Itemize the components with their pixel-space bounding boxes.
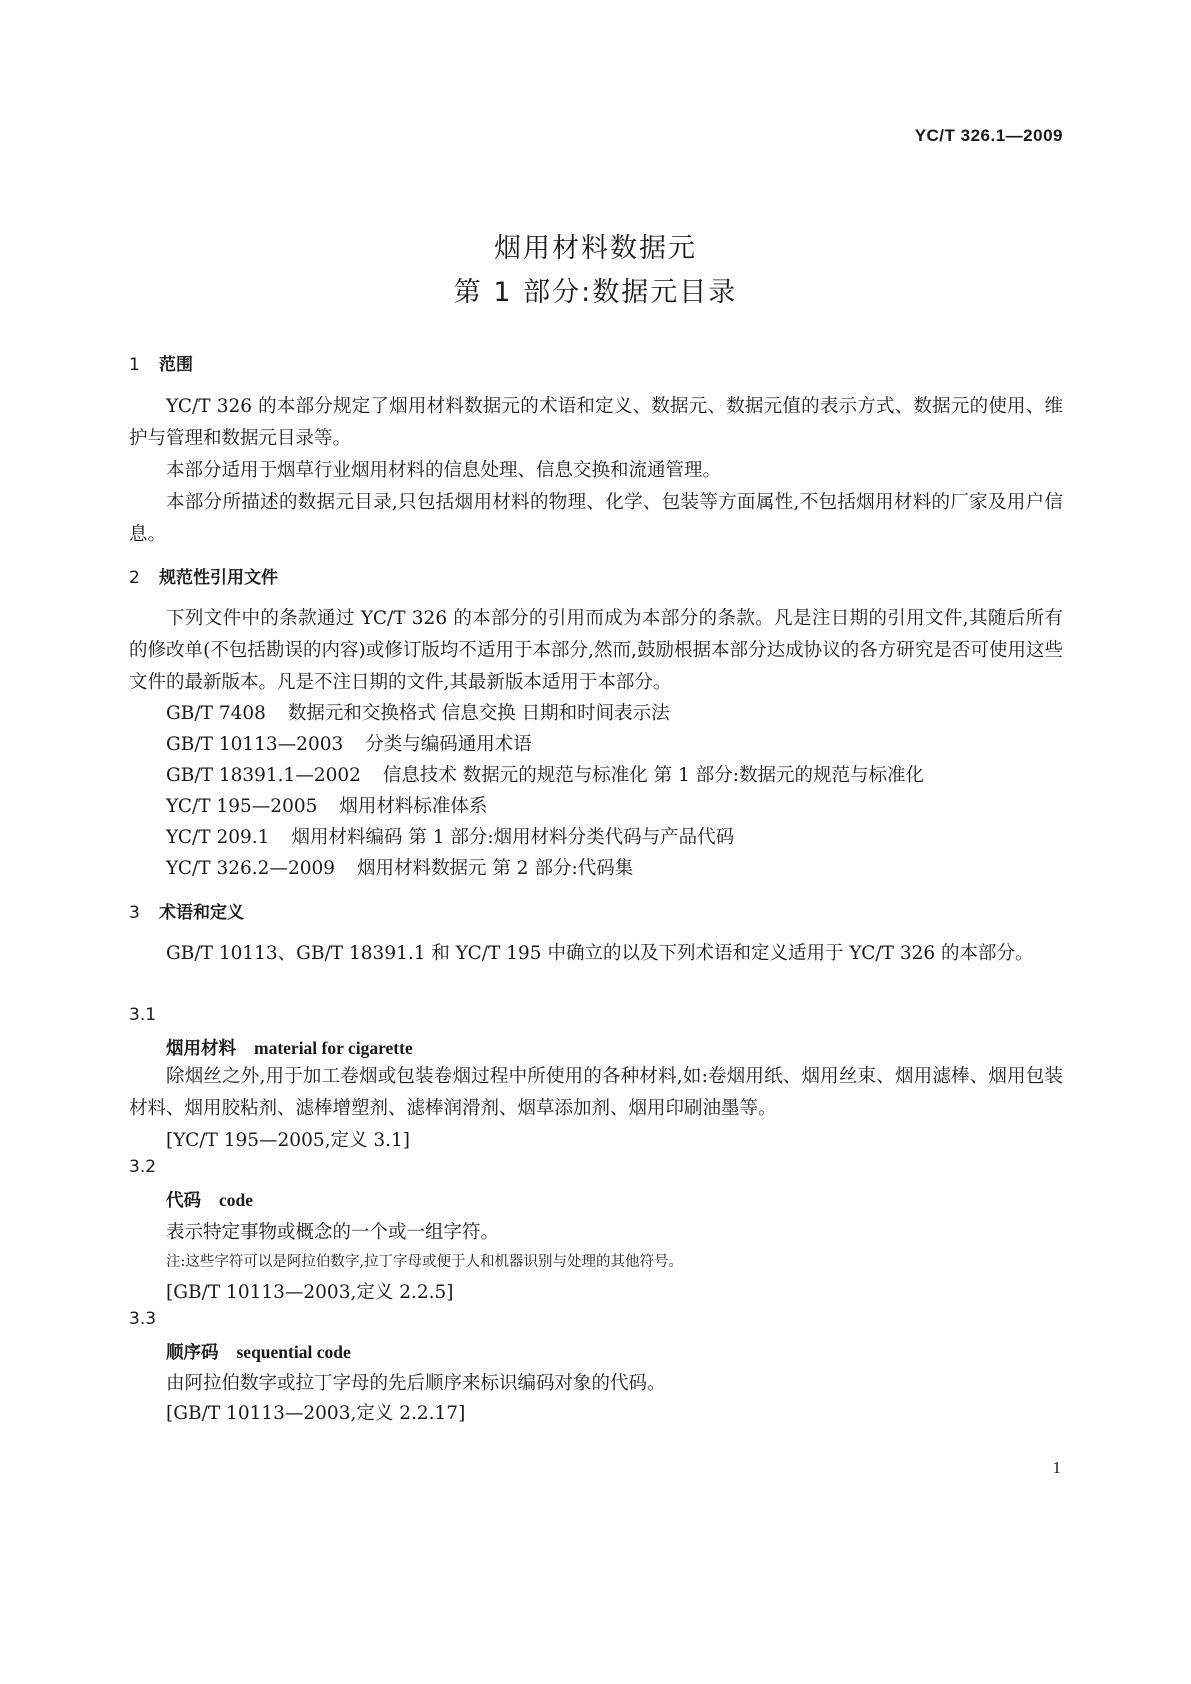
section-number: 3 [129,903,140,923]
term-definition: 由阿拉伯数字或拉丁字母的先后顺序来标识编码对象的代码。 [166,1373,666,1394]
term-source: [YC/T 195—2005,定义 3.1] [166,1130,411,1151]
reference-title: 烟用材料标准体系 [339,796,488,817]
reference-code: GB/T 10113—2003 [166,734,344,755]
term-en: material for cigarette [254,1038,413,1058]
standard-code: YC/T 326.1—2009 [914,126,1063,145]
reference-item [166,761,924,787]
page-number: 1 [1052,1458,1061,1477]
term-definition: 表示特定事物或概念的一个或一组字符。 [166,1222,500,1243]
term-zh: 烟用材料 [166,1039,236,1059]
reference-code: GB/T 7408 [166,703,266,724]
paragraph: 本部分所描述的数据元目录,只包括烟用材料的物理、化学、包装等方面属性,不包括烟用材料的厂家及用户信息。 [129,492,1063,545]
document-subtitle: 第 1 部分:数据元目录 [453,277,738,308]
reference-item [166,730,532,756]
reference-code: YC/T 326.2—2009 [166,858,336,879]
section-number: 1 [129,355,140,375]
section-heading-normative [129,563,278,588]
term-entry [166,1187,253,1212]
section-title: 范围 [159,355,193,375]
section-title: 术语和定义 [159,903,244,923]
scope-body [129,391,1063,551]
term-note: 注:这些字符可以是阿拉伯数字,拉丁字母或便于人和机器识别与处理的其他符号。 [166,1254,683,1270]
paragraph: 除烟丝之外,用于加工卷烟或包装卷烟过程中所使用的各种材料,如:卷烟用纸、烟用丝束、烟用滤棒、烟用包装材料、烟用胶粘剂、滤棒增塑剂、滤棒润滑剂、烟草添加剂、烟用印刷油墨等。 [129,1066,1063,1119]
paragraph: YC/T 326 的本部分规定了烟用材料数据元的术语和定义、数据元、数据元值的表示方式、数据元的使用、维护与管理和数据元目录等。 [129,396,1063,449]
term-zh: 顺序码 [166,1343,219,1363]
document-title: 烟用材料数据元 [494,233,697,264]
clause-number: 3.2 [129,1157,157,1177]
reference-item [166,699,670,725]
reference-code: YC/T 195—2005 [166,796,318,817]
term-source: [GB/T 10113—2003,定义 2.2.17] [166,1403,466,1424]
terms-intro [129,938,1063,970]
reference-code: GB/T 18391.1—2002 [166,765,361,786]
reference-code: YC/T 209.1 [166,827,270,848]
term-en: sequential code [236,1342,351,1362]
paragraph: 下列文件中的条款通过 YC/T 326 的本部分的引用而成为本部分的条款。凡是注日期的引用文件,其随后所有的修改单(不包括勘误的内容)或修订版均不适用于本部分,然而,鼓励根据本部分达成协议的各方研究是否可使用这些文件的最新版本。凡是不注日期的文件,其最新版本适用于本部分。 [129,608,1063,693]
reference-title: 烟用材料编码 第 1 部分:烟用材料分类代码与产品代码 [291,827,735,848]
reference-item [166,792,487,818]
section-title: 规范性引用文件 [159,568,278,588]
clause-number: 3.1 [129,1005,157,1025]
term-zh: 代码 [166,1191,201,1211]
term-entry [166,1035,413,1060]
term-entry [166,1339,351,1364]
section-heading-scope [129,350,193,375]
section-number: 2 [129,568,140,588]
reference-item [166,854,633,880]
reference-title: 信息技术 数据元的规范与标准化 第 1 部分:数据元的规范与标准化 [382,765,924,786]
reference-title: 数据元和交换格式 信息交换 日期和时间表示法 [287,703,670,724]
paragraph: 本部分适用于烟草行业烟用材料的信息处理、信息交换和流通管理。 [166,460,722,481]
normative-intro [129,603,1063,699]
reference-title: 烟用材料数据元 第 2 部分:代码集 [357,858,634,879]
reference-title: 分类与编码通用术语 [365,734,532,755]
section-heading-terms [129,898,244,923]
clause-number: 3.3 [129,1309,157,1329]
reference-item [166,823,734,849]
paragraph: GB/T 10113、GB/T 18391.1 和 YC/T 195 中确立的以及下列术语和定义适用于 YC/T 326 的本部分。 [166,943,1034,964]
term-definition [129,1061,1063,1125]
term-en: code [219,1190,254,1210]
term-source: [GB/T 10113—2003,定义 2.2.5] [166,1282,454,1303]
